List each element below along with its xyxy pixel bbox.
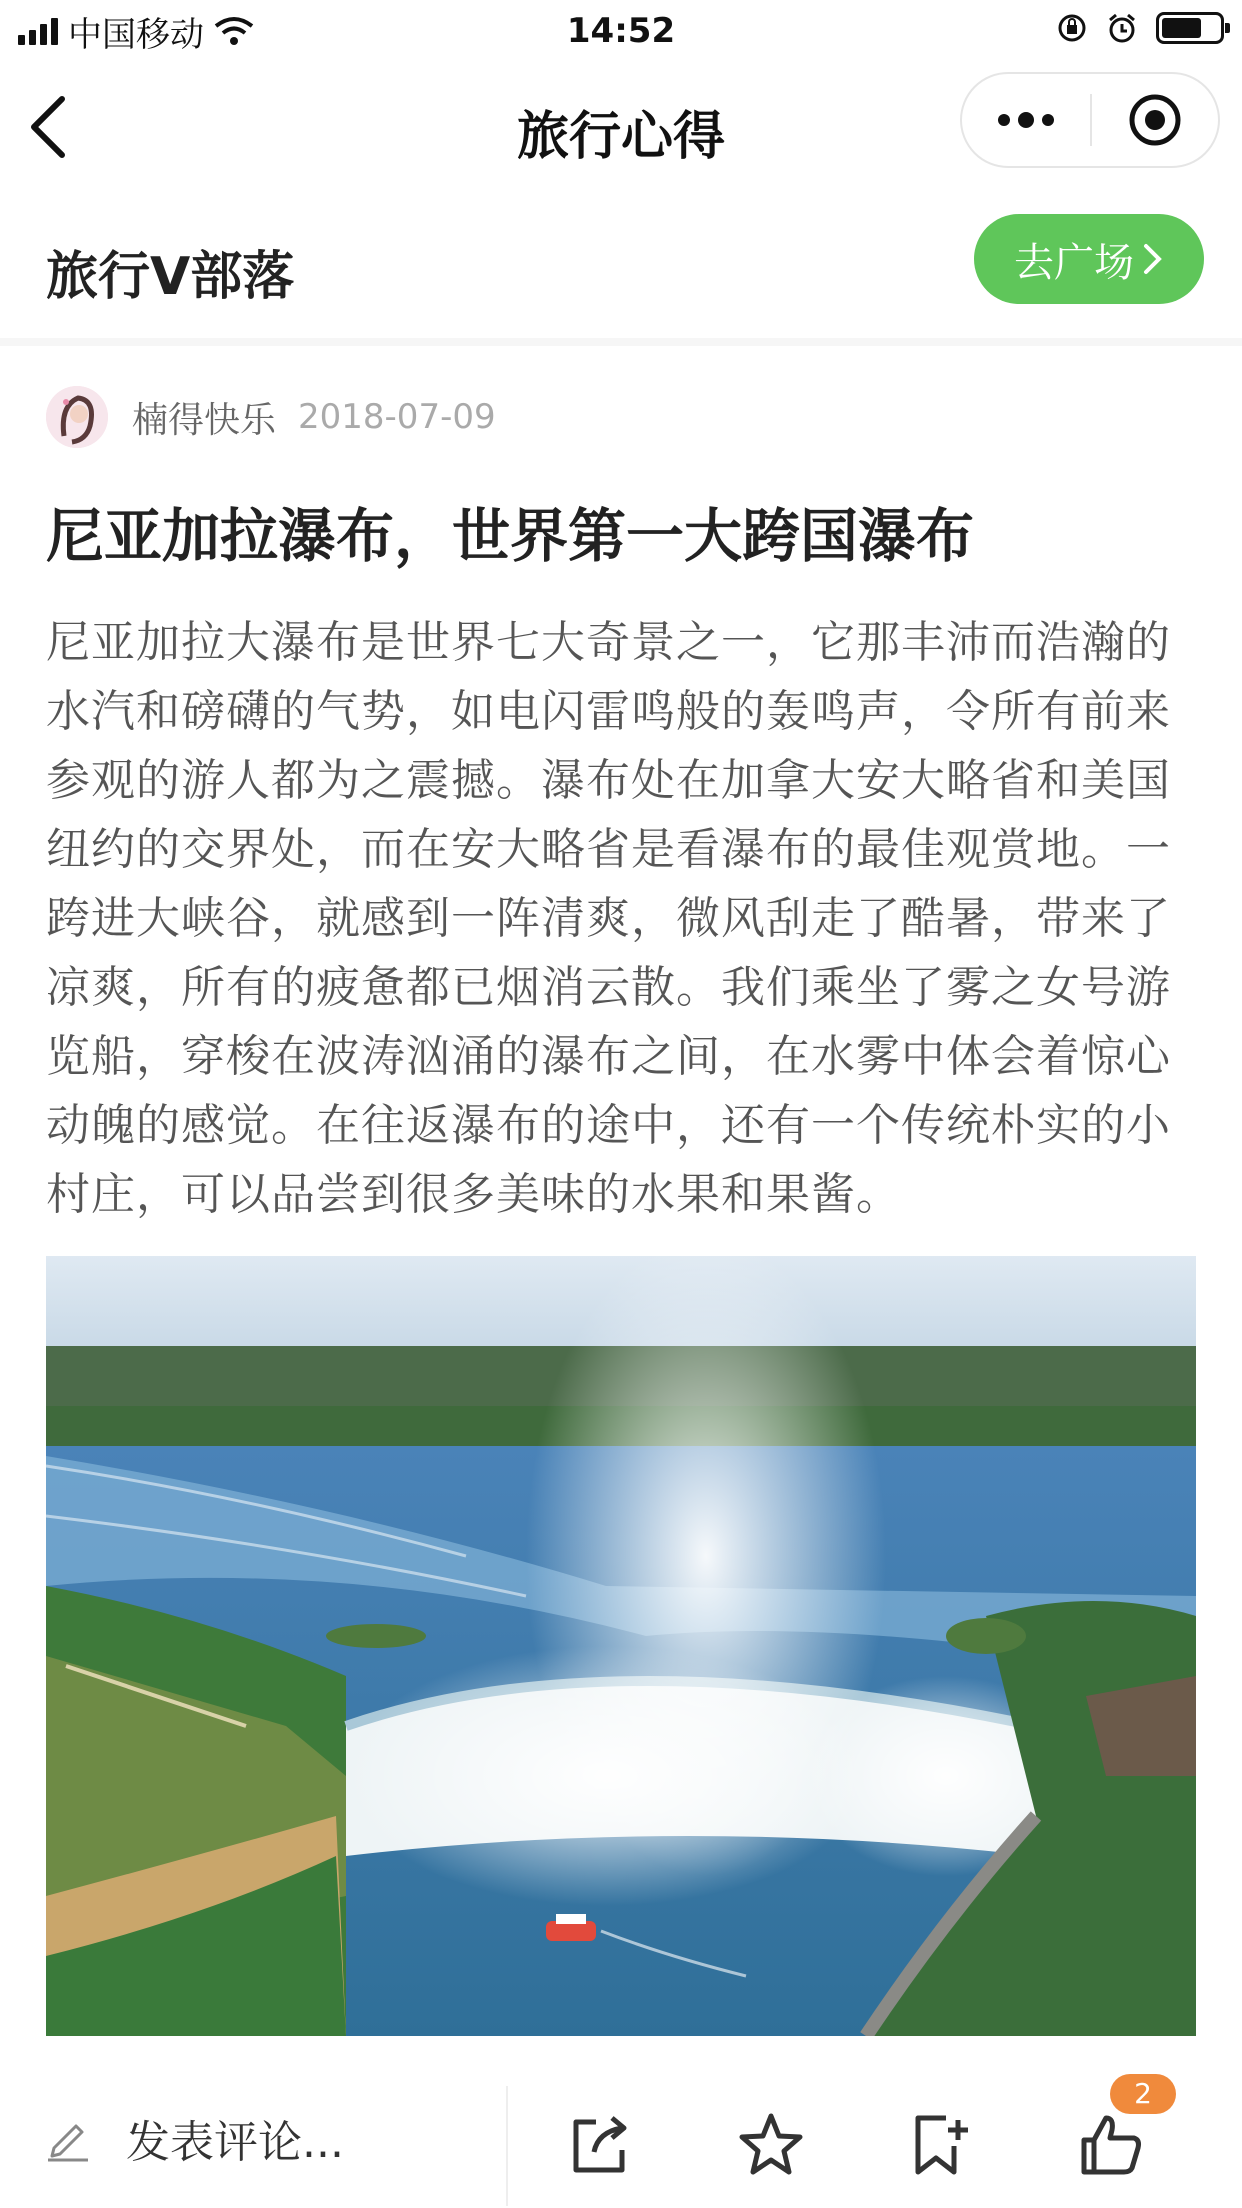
share-icon — [566, 2110, 636, 2180]
add-bookmark-button[interactable] — [906, 2110, 976, 2180]
carrier-label: 中国移动 — [68, 14, 204, 55]
page-title: 旅行心得 — [516, 107, 725, 167]
bottom-divider — [506, 2086, 508, 2206]
more-dot-icon — [1018, 112, 1034, 128]
bookmark-add-icon — [906, 2110, 976, 2180]
mini-program-capsule — [960, 72, 1220, 168]
article-photo[interactable] — [46, 1256, 1196, 2036]
group-name: 旅行V部落 — [46, 247, 295, 307]
alarm-icon — [1106, 12, 1138, 44]
more-dot-icon — [998, 114, 1010, 126]
nav-bar — [0, 62, 1242, 190]
more-dot-icon — [1042, 114, 1054, 126]
article-title: 尼亚加拉瀑布，世界第一大跨国瀑布 — [46, 502, 975, 570]
article-body: 尼亚加拉大瀑布是世界七大奇景之一，它那丰沛而浩瀚的水汽和磅礴的气势，如电闪雷鸣般的轰鸣声，令所有前来参观的游人都为之震撼。瀑布处在加拿大安大略省和美国纽约的交界处，而在安大略省是看瀑布的最佳观赏地。一跨进大峡谷，就感到一阵清爽，微风刮走了酷暑，带来了凉爽，所有的疲惫都已烟消云散。我们乘坐了雾之女号游览船，穿梭在波涛汹涌的瀑布之间，在水雾中体会着惊心动魄的感觉。在往返瀑布的途中，还有一个传统朴实的小村庄，可以品尝到很多美味的水果和果酱。 — [46, 617, 1171, 1220]
favorite-button[interactable] — [736, 2110, 806, 2180]
author-row — [46, 382, 496, 452]
orientation-lock-icon — [1056, 12, 1088, 44]
group-header — [0, 190, 1242, 346]
post-date: 2018-07-09 — [298, 397, 496, 437]
more-button[interactable] — [962, 74, 1090, 166]
bottom-action-bar — [0, 2066, 1242, 2208]
avatar-illustration-icon — [46, 386, 108, 448]
chevron-right-icon — [1142, 242, 1164, 276]
like-button[interactable] — [1076, 2110, 1146, 2180]
share-button[interactable] — [566, 2110, 636, 2180]
thumbs-up-icon — [1076, 2110, 1146, 2180]
wifi-icon — [214, 16, 254, 46]
close-mini-program-button[interactable] — [1092, 93, 1218, 147]
avatar[interactable] — [46, 386, 108, 448]
battery-icon — [1156, 12, 1224, 44]
target-close-icon — [1128, 93, 1182, 147]
signal-icon — [18, 17, 58, 45]
status-time: 14:52 — [566, 11, 676, 51]
comment-placeholder: 发表评论... — [126, 2117, 344, 2168]
chevron-left-icon — [28, 95, 68, 159]
like-count-badge: 2 — [1110, 2074, 1176, 2114]
plaza-button-label: 去广场 — [1014, 239, 1134, 286]
star-icon — [736, 2110, 806, 2180]
back-button[interactable] — [28, 92, 88, 162]
pencil-icon — [44, 2114, 92, 2162]
comment-input[interactable] — [44, 2106, 344, 2170]
status-bar — [0, 0, 1242, 62]
go-to-plaza-button[interactable] — [974, 214, 1204, 304]
author-name[interactable]: 楠得快乐 — [132, 399, 277, 441]
